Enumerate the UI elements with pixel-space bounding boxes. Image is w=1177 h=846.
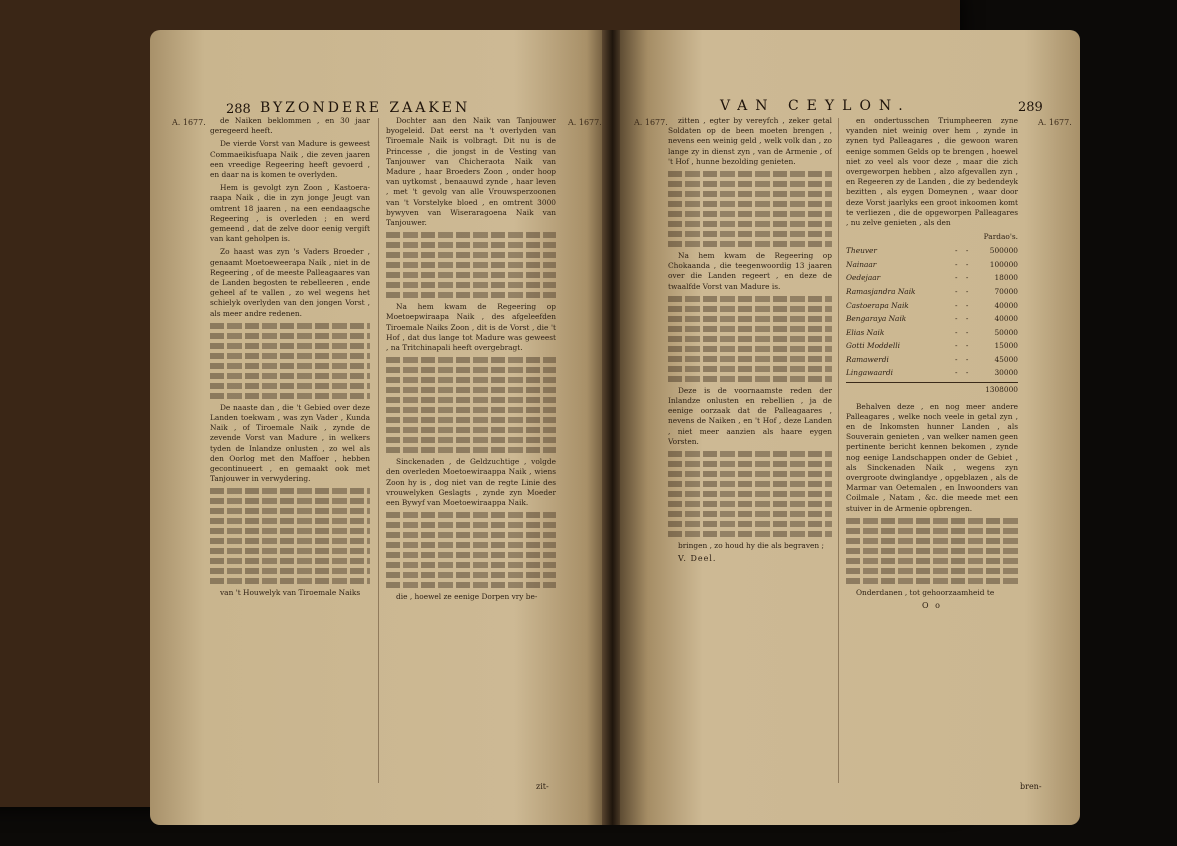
text-lines <box>668 191 832 197</box>
paragraph: die , hoewel ze eenige Dorpen vry be- <box>396 592 538 602</box>
text-lines <box>386 377 556 383</box>
row-name: Gotti Moddelli <box>846 341 900 351</box>
text-lines <box>386 447 556 453</box>
right-page <box>620 30 1080 825</box>
paragraph: en ondertusschen Triumpheeren zyne vyanden niet weinig over hem , zynde in zynen tyd Palleagares , die gewoon waren eenige sommen Gelds op te brengen , hoewel niet zo veel als voor deze , maar die zich overgeworpen hebben , alzo afgevallen zyn , en Regeeren zy de Landen , die zy bedendeyk bezitten , als eygen Domeynen , waar door deze Vorst jaarlyks een groot inkoomen komt te verliezen , die de opgeworpen Palleagares , nu zelve genieten , als den <box>846 116 1018 228</box>
text-lines <box>210 498 370 504</box>
running-header: VAN CEYLON. <box>720 98 911 114</box>
paragraph: Na hem kwam de Regeering op Chokaanda , die teegenwoordig 13 jaaren over die Landen regeert , en deze de twaalfde Vorst van Madure is. <box>668 251 832 291</box>
text-lines <box>210 538 370 544</box>
text-lines <box>668 491 832 497</box>
leader-dashes: - - <box>954 273 972 283</box>
text-lines <box>846 548 1018 554</box>
row-value: 15000 <box>994 341 1018 351</box>
text-lines <box>668 211 832 217</box>
text-lines <box>386 417 556 423</box>
text-lines <box>210 568 370 574</box>
margin-year: A. 1677. <box>172 118 206 127</box>
text-lines <box>668 366 832 372</box>
text-lines <box>846 518 1018 524</box>
row-name: Ramawerdi <box>846 354 889 364</box>
text-lines <box>210 323 370 329</box>
text-lines <box>386 262 556 268</box>
table-row <box>846 272 1018 286</box>
text-column-2 <box>846 116 1018 806</box>
text-lines <box>668 451 832 457</box>
leader-dashes: - - <box>954 259 972 269</box>
text-lines <box>210 488 370 494</box>
text-lines <box>668 501 832 507</box>
text-lines <box>668 231 832 237</box>
text-lines <box>386 437 556 443</box>
paragraph: van 't Houwelyk van Tiroemale Naiks <box>220 588 361 598</box>
text-lines <box>386 552 556 558</box>
leader-dashes: - - <box>954 341 972 351</box>
table-row <box>846 312 1018 326</box>
row-value: 70000 <box>994 286 1018 296</box>
row-name: Theuver <box>846 246 877 256</box>
catchword: bren- <box>1020 782 1042 791</box>
margin-year: A. 1677. <box>1038 118 1072 127</box>
text-lines <box>210 508 370 514</box>
row-name: Castoerapa Naik <box>846 300 909 310</box>
text-lines <box>846 578 1018 584</box>
text-lines <box>668 356 832 362</box>
table-row <box>846 258 1018 272</box>
paragraph: Behalven deze , en nog meer andere Palleagares , welke noch veele in getal zyn , en de Inkomsten hunner Landen , als Souverain genieten , van welker namen geen pertinente bericht kennen bekomen , zynde nog eenige Landschappen onder de Gebiet , als Sinckenaden Naik , wegens zyn overgroote dwinglandye , opgeblazen , als de Marmar van Oetemalen , en Inwoonders van Coilmale , Natam , &c. die meede met een stuiver in de Armenie opbrengen. <box>846 401 1018 513</box>
catchword: zit- <box>536 782 549 791</box>
text-lines <box>386 572 556 578</box>
row-name: Nainaar <box>846 259 877 269</box>
text-column-1 <box>210 116 370 796</box>
text-lines <box>668 511 832 517</box>
left-page <box>150 30 605 825</box>
text-lines <box>386 522 556 528</box>
revenue-table <box>846 244 1018 380</box>
row-value: 18000 <box>994 273 1018 283</box>
row-value: 500000 <box>989 246 1018 256</box>
text-lines <box>668 316 832 322</box>
paragraph: Na hem kwam de Regeering op Moetoepwiraapa Naik , des afgeleefden Tiroemale Naiks Zoon , dit is de Vorst , die 't Hof , dat dus lange tot Madure was geweest , na Tritchinapali heeft overgebragt. <box>386 302 556 353</box>
text-lines <box>210 578 370 584</box>
open-book <box>150 30 1080 830</box>
paragraph: Onderdanen , tot gehoorzaamheid te <box>856 587 995 597</box>
running-header: BYZONDERE ZAAKEN <box>260 100 471 116</box>
row-value: 40000 <box>994 314 1018 324</box>
table-row <box>846 353 1018 367</box>
text-lines <box>386 512 556 518</box>
leader-dashes: - - <box>954 286 972 296</box>
text-lines <box>668 376 832 382</box>
table-row <box>846 340 1018 354</box>
column-rule <box>838 118 839 783</box>
text-lines <box>668 336 832 342</box>
text-column-1 <box>668 116 832 806</box>
leader-dashes: - - <box>954 314 972 324</box>
text-lines <box>210 528 370 534</box>
text-lines <box>668 531 832 537</box>
text-lines <box>668 296 832 302</box>
paragraph: de Naiken beklommen , en 30 jaar geregeerd heeft. <box>210 116 370 136</box>
text-lines <box>210 383 370 389</box>
text-lines <box>668 181 832 187</box>
text-lines <box>386 582 556 588</box>
text-lines <box>210 558 370 564</box>
row-name: Elias Naik <box>846 327 885 337</box>
table-row <box>846 299 1018 313</box>
row-value: 50000 <box>994 327 1018 337</box>
text-lines <box>386 367 556 373</box>
paragraph: Deze is de voornaamste reden der Inlandze onlusten en rebellien , ja de eenige oorzaak dat de Palleagaares , nevens de Naiken , en 't Hof , deze Landen , niet meer aanzien als haare eygen Vorsten. <box>668 385 832 446</box>
paragraph: zitten , egter by vereyfch , zeker getal Soldaten op de been moeten brengen , nevens een weinig geld , welk volk dan , zo lange zy in dienst zyn , van de Armenie , of 't Hof , hunne bezolding genieten. <box>668 116 832 166</box>
text-lines <box>668 221 832 227</box>
currency-heading: Pardao's. <box>983 232 1018 242</box>
row-name: Bengaraya Naik <box>846 314 907 324</box>
text-lines <box>668 461 832 467</box>
text-lines <box>668 346 832 352</box>
text-lines <box>846 538 1018 544</box>
text-lines <box>386 292 556 298</box>
row-value: 40000 <box>994 300 1018 310</box>
text-lines <box>386 282 556 288</box>
text-lines <box>386 357 556 363</box>
row-value: 30000 <box>994 368 1018 378</box>
table-row <box>846 326 1018 340</box>
paragraph: Dochter aan den Naik van Tanjouwer byogeleid. Dat eerst na 't overlyden van Tiroemale Naik is volbragt. Dit nu is de Princesse , die jongst in de Vesting van Tanjouwer van Chicheraota Naik van Madure , haar Broeders Zoon , onder hoop van uytkomst , benaauwd zynde , haar leven , met 't gevolg van alle Vrouwsperzoonen van 't Vorstelyke bloed , en omtrent 3000 bywyven van Wiseraragoena Naik van Tanjouwer. <box>386 116 556 228</box>
text-lines <box>386 232 556 238</box>
margin-year: A. 1677. <box>568 118 602 127</box>
text-lines <box>668 171 832 177</box>
text-lines <box>210 363 370 369</box>
text-column-2 <box>386 116 556 796</box>
text-lines <box>386 242 556 248</box>
leader-dashes: - - <box>954 246 972 256</box>
column-rule <box>378 118 379 783</box>
text-lines <box>210 353 370 359</box>
text-lines <box>846 558 1018 564</box>
text-lines <box>386 272 556 278</box>
text-lines <box>846 568 1018 574</box>
text-lines <box>668 241 832 247</box>
leader-dashes: - - <box>954 300 972 310</box>
text-lines <box>386 387 556 393</box>
paragraph: Hem is gevolgt zyn Zoon , Kastoera-raapa Naik , die in zyn jonge Jeugt van omtrent 18 jaaren , na een eendaagsche Regeering , is overleden ; en werd gemeend , dat de zelve door eenig vergift van kant geholpen is. <box>210 183 370 244</box>
text-lines <box>386 397 556 403</box>
table-row <box>846 367 1018 381</box>
signature-mark: O o <box>922 601 942 611</box>
row-value: 45000 <box>994 354 1018 364</box>
paragraph: Zo haast was zyn 's Vaders Broeder , genaamt Moetoeweerapa Naik , niet in de Regeering , of de meeste Palleagaares van de Landen begosten te rebelleeren , ende geheel af te vallen , zo wel wegens het schielyk overlyden van den jongen Vorst , als meer andre redenen. <box>210 247 370 318</box>
paragraph: De naaste dan , die 't Gebied over deze Landen toekwam , was zyn Vader , Kunda Naik , of Tiroemale Naik , zynde de zevende Vorst van Madure , in welkers tyden de Inlandze onlusten , zo wel als den Oorlog met den Maffoer , hebben gecontinueert , en gemaakt ook met Tanjouwer in verwydering. <box>210 402 370 484</box>
text-lines <box>386 427 556 433</box>
table-row <box>846 244 1018 258</box>
paragraph: bringen , zo houd hy die als begraven ; <box>678 541 824 551</box>
text-lines <box>210 333 370 339</box>
page-number: 288 <box>226 102 251 117</box>
text-lines <box>668 471 832 477</box>
margin-year: A. 1677. <box>634 118 668 127</box>
revenue-total: 1308000 <box>846 382 1018 395</box>
text-lines <box>386 407 556 413</box>
leader-dashes: - - <box>954 368 972 378</box>
row-name: Ramasjandra Naik <box>846 286 916 296</box>
text-lines <box>386 562 556 568</box>
text-lines <box>386 252 556 258</box>
row-value: 100000 <box>989 259 1018 269</box>
paragraph: Sinckenaden , de Geldzuchtige , volgde den overleden Moetoewiraappa Naik , wiens Zoon hy is , dog niet van de regte Linie des vrouwelyken Geslagts , zynde zyn Moeder een Bywyf van Moetoewiraappa Naik. <box>386 457 556 508</box>
paragraph: De vierde Vorst van Madure is geweest Commaeikisfuapa Naik , die zeven jaaren een vreedige Regeering heeft gevoerd , en daar na is komen te overlyden. <box>210 139 370 180</box>
text-lines <box>668 306 832 312</box>
text-lines <box>668 201 832 207</box>
text-lines <box>210 373 370 379</box>
text-lines <box>210 393 370 399</box>
text-lines <box>386 532 556 538</box>
text-lines <box>668 521 832 527</box>
text-lines <box>386 542 556 548</box>
volume-signature: V. Deel. <box>678 554 717 564</box>
leader-dashes: - - <box>954 327 972 337</box>
text-lines <box>210 343 370 349</box>
page-number: 289 <box>1018 100 1043 115</box>
text-lines <box>668 481 832 487</box>
text-lines <box>668 326 832 332</box>
text-lines <box>846 528 1018 534</box>
table-row <box>846 285 1018 299</box>
row-name: Lingawaardi <box>846 368 893 378</box>
text-lines <box>210 518 370 524</box>
row-name: Oedejaar <box>846 273 881 283</box>
text-lines <box>210 548 370 554</box>
leader-dashes: - - <box>954 354 972 364</box>
